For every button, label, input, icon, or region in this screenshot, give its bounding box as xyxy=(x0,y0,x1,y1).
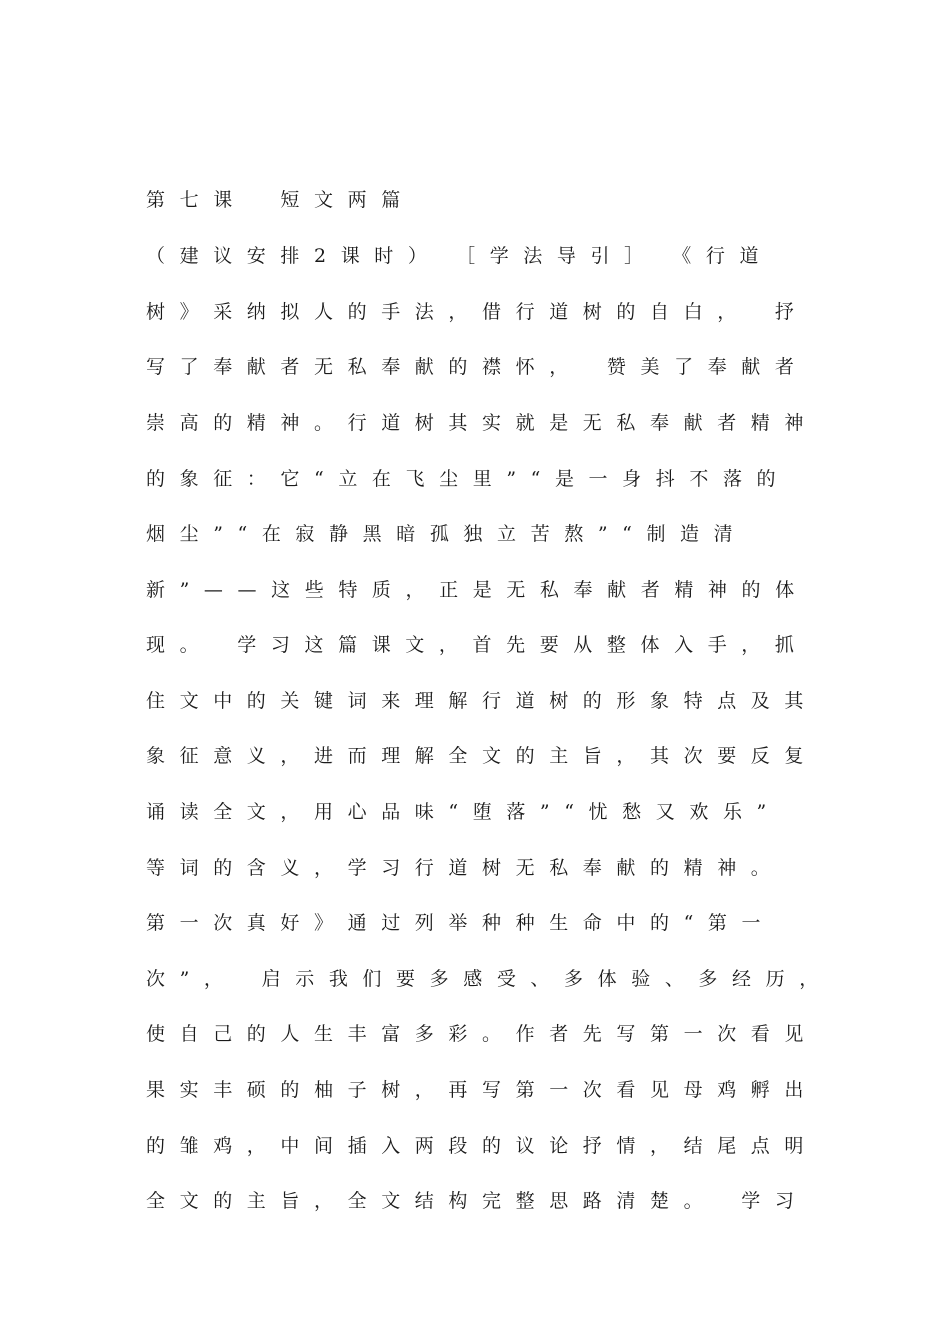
text-line: 现。 学习这篇课文，首先要从整体入手，抓 xyxy=(146,634,809,656)
text-line: 诵读全文，用心品味“堕落”“忧愁又欢乐” xyxy=(146,801,781,823)
text-line: 写了奉献者无私奉献的襟怀， 赞美了奉献者 xyxy=(146,356,809,378)
text-line: （建议安排2课时） ［学法导引］ 《行道 xyxy=(146,245,774,267)
text-line: 果实丰硕的柚子树，再写第一次看见母鸡孵出 xyxy=(146,1079,819,1101)
text-line: 崇高的精神。行道树其实就是无私奉献者精神 xyxy=(146,412,819,434)
text-line: 次”， 启示我们要多感受、多体验、多经历， xyxy=(146,968,833,990)
text-line: 树》采纳拟人的手法，借行道树的自白， 抒 xyxy=(146,301,809,323)
text-line: 住文中的关键词来理解行道树的形象特点及其 xyxy=(146,690,819,712)
text-line: 使自己的人生丰富多彩。作者先写第一次看见 xyxy=(146,1023,819,1045)
text-line: 的象征：它“立在飞尘里”“是一身抖不落的 xyxy=(146,468,791,490)
text-line: 第一次真好》通过列举种种生命中的“第一 xyxy=(146,912,776,934)
lesson-title: 第七课 短文两篇 xyxy=(146,189,415,211)
text-line: 全文的主旨，全文结构完整思路清楚。 学习 xyxy=(146,1190,809,1212)
text-line: 新”——这些特质，正是无私奉献者精神的体 xyxy=(146,579,809,601)
text-line: 象征意义，进而理解全文的主旨，其次要反复 xyxy=(146,745,819,767)
text-line: 的雏鸡，中间插入两段的议论抒情，结尾点明 xyxy=(146,1135,819,1157)
text-line: 烟尘”“在寂静黑暗孤独立苦熬”“制造清 xyxy=(146,523,748,545)
text-line: 等词的含义，学习行道树无私奉献的精神。 xyxy=(146,857,785,879)
